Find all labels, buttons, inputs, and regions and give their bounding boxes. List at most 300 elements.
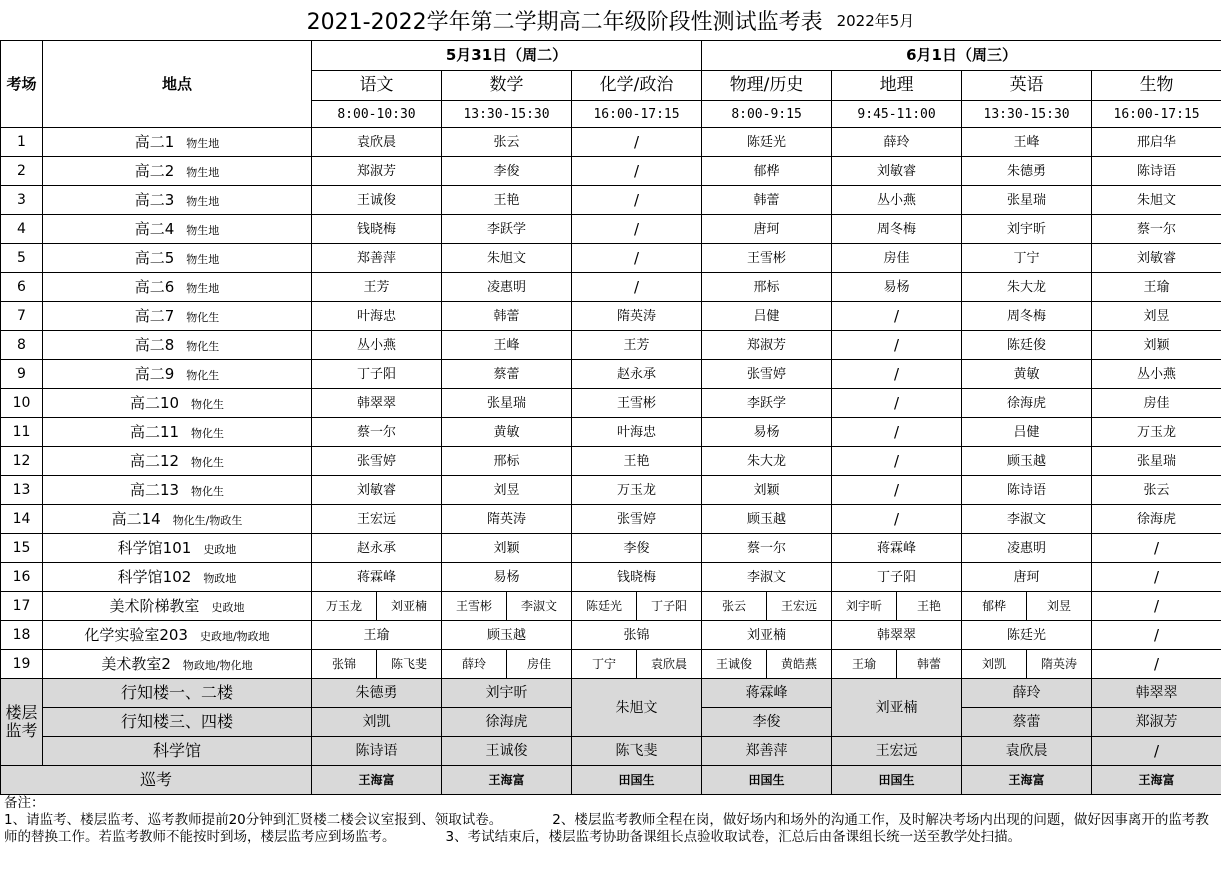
proctor-cell: 朱旭文: [442, 244, 572, 273]
note-3: 3、考试结束后，楼层监考协助备课组长点验收取试卷，汇总后由备课组长统一送至教学处扫描。: [445, 829, 1022, 845]
room-location-cell: [43, 389, 312, 418]
room-name: 高二6: [134, 277, 175, 296]
table-row: [1, 186, 1221, 215]
proctor-cell: 王芳: [312, 273, 442, 302]
patrol-cell: 王海富: [962, 766, 1092, 795]
floor-proctor-cell: 刘凯: [312, 708, 442, 737]
proctor-cell: 王雪彬: [572, 389, 702, 418]
proctor-cell: 李跃学: [702, 389, 832, 418]
table-row: [1, 737, 1221, 766]
proctor-cell: 邢标: [442, 447, 572, 476]
schedule-table: [0, 40, 1221, 795]
patrol-cell: 王海富: [312, 766, 442, 795]
room-name: 高二8: [134, 335, 175, 354]
proctor-cell: 郁桦: [702, 157, 832, 186]
room-subjects: 物化生: [191, 426, 225, 440]
table-row: [1, 563, 1221, 592]
room-subjects: 物化生: [186, 339, 220, 353]
proctor-cell: 薛玲: [442, 650, 507, 679]
notes-heading: 备注：: [4, 795, 45, 811]
proctor-cell: 蔡蕾: [442, 360, 572, 389]
room-location-cell: [43, 302, 312, 331]
room-number: 4: [1, 215, 43, 244]
room-name: 高二10: [129, 393, 180, 412]
time-header: 16:00-17:15: [572, 101, 702, 128]
proctor-cell: 李淑文: [507, 592, 572, 621]
proctor-cell: /: [832, 447, 962, 476]
proctor-cell: 李俊: [442, 157, 572, 186]
room-location-cell: [43, 563, 312, 592]
room-location-cell: [43, 592, 312, 621]
proctor-cell: /: [832, 302, 962, 331]
proctor-cell: 丁宁: [572, 650, 637, 679]
proctor-cell: 蔡一尔: [312, 418, 442, 447]
proctor-cell: 王瑜: [1092, 273, 1221, 302]
proctor-cell: /: [832, 360, 962, 389]
proctor-cell: 王芳: [572, 331, 702, 360]
proctor-cell: 王艳: [442, 186, 572, 215]
table-row: [1, 534, 1221, 563]
room-number: 5: [1, 244, 43, 273]
proctor-cell: 郑淑芳: [702, 331, 832, 360]
table-row: [1, 418, 1221, 447]
floor-proctor-cell: 韩翠翠: [1092, 679, 1221, 708]
proctor-cell: 隋英涛: [442, 505, 572, 534]
room-number: 9: [1, 360, 43, 389]
proctor-cell: 刘颖: [702, 476, 832, 505]
room-number: 18: [1, 621, 43, 650]
room-location-cell: [43, 476, 312, 505]
proctor-cell: 李淑文: [962, 505, 1092, 534]
proctor-cell: 徐海虎: [1092, 505, 1221, 534]
proctor-cell: 刘敏睿: [312, 476, 442, 505]
time-header: 13:30-15:30: [442, 101, 572, 128]
proctor-cell: /: [572, 273, 702, 302]
proctor-cell: 叶海忠: [312, 302, 442, 331]
room-location-cell: [43, 186, 312, 215]
proctor-cell: 陈廷光: [572, 592, 637, 621]
proctor-cell: /: [832, 476, 962, 505]
proctor-cell: 顾玉越: [702, 505, 832, 534]
room-location-cell: [43, 215, 312, 244]
room-location-cell: [43, 331, 312, 360]
proctor-cell: 张雪婷: [702, 360, 832, 389]
room-subjects: 物化生: [191, 455, 225, 469]
room-number: 12: [1, 447, 43, 476]
patrol-label: 巡考: [1, 766, 312, 795]
room-name: 高二1: [134, 132, 175, 151]
subject-header: 物理/历史: [702, 71, 832, 101]
proctor-cell: 易杨: [442, 563, 572, 592]
table-row: [1, 331, 1221, 360]
proctor-cell: 袁欣晨: [637, 650, 702, 679]
room-number: 17: [1, 592, 43, 621]
floor-proctor-cell: 陈诗语: [312, 737, 442, 766]
floor-proctor-cell: 徐海虎: [442, 708, 572, 737]
floor-location: 行知楼一、二楼: [43, 679, 312, 708]
proctor-cell: 房佳: [832, 244, 962, 273]
proctor-cell: 刘宇昕: [962, 215, 1092, 244]
proctor-cell: 陈廷俊: [962, 331, 1092, 360]
room-name: 科学馆101: [117, 538, 192, 557]
time-header: 8:00-9:15: [702, 101, 832, 128]
subject-header: 语文: [312, 71, 442, 101]
proctor-cell: 郁桦: [962, 592, 1027, 621]
proctor-cell: 隋英涛: [1027, 650, 1092, 679]
room-subjects: 物生地: [186, 136, 220, 150]
proctor-cell: 钱晓梅: [312, 215, 442, 244]
room-subjects: 物化生: [191, 397, 225, 411]
room-name: 美术阶梯教室: [109, 596, 200, 615]
proctor-cell: 陈诗语: [962, 476, 1092, 505]
proctor-cell: 吕健: [702, 302, 832, 331]
room-number: 13: [1, 476, 43, 505]
patrol-cell: 王海富: [1092, 766, 1221, 795]
floor-proctor-cell: 刘亚楠: [832, 679, 962, 737]
proctor-cell: 邢标: [702, 273, 832, 302]
subject-header: 英语: [962, 71, 1092, 101]
room-subjects: 物生地: [186, 194, 220, 208]
room-location-cell: [43, 447, 312, 476]
room-number: 10: [1, 389, 43, 418]
proctor-cell: 唐珂: [962, 563, 1092, 592]
proctor-cell: 唐珂: [702, 215, 832, 244]
page-title: [0, 0, 1221, 40]
day2-header: 6月1日（周三）: [702, 41, 1221, 71]
floor-location: 行知楼三、四楼: [43, 708, 312, 737]
proctor-cell: 韩翠翠: [832, 621, 962, 650]
floor-proctor-cell: 陈飞斐: [572, 737, 702, 766]
room-number: 2: [1, 157, 43, 186]
proctor-cell: 隋英涛: [572, 302, 702, 331]
proctor-cell: 赵永承: [572, 360, 702, 389]
proctor-cell: 李俊: [572, 534, 702, 563]
proctor-cell: 邢启华: [1092, 128, 1221, 157]
room-number: 1: [1, 128, 43, 157]
proctor-cell: 丁子阳: [832, 563, 962, 592]
proctor-cell: 韩蕾: [702, 186, 832, 215]
proctor-cell: 叶海忠: [572, 418, 702, 447]
time-header: 16:00-17:15: [1092, 101, 1221, 128]
proctor-cell: 丛小燕: [832, 186, 962, 215]
room-subjects: 物生地: [186, 252, 220, 266]
room-number: 3: [1, 186, 43, 215]
room-subjects: 物化生: [186, 310, 220, 324]
notes-body: [4, 812, 1218, 846]
note-1: 1、请监考、楼层监考、巡考教师提前20分钟到汇贤楼二楼会议室报到、领取试卷。: [4, 812, 503, 828]
proctor-cell: 李跃学: [442, 215, 572, 244]
proctor-cell: 刘昱: [1027, 592, 1092, 621]
proctor-cell: 刘昱: [442, 476, 572, 505]
proctor-cell: 刘亚楠: [377, 592, 442, 621]
proctor-cell: 韩蕾: [897, 650, 962, 679]
proctor-cell: 陈廷光: [702, 128, 832, 157]
table-row: [1, 621, 1221, 650]
floor-proctor-cell: 蒋霖峰: [702, 679, 832, 708]
proctor-cell: /: [572, 157, 702, 186]
table-row: [1, 447, 1221, 476]
table-row: [1, 360, 1221, 389]
proctor-cell: 张星瑞: [442, 389, 572, 418]
title-date: 2022年5月: [836, 11, 915, 30]
proctor-cell: 黄敏: [442, 418, 572, 447]
proctor-cell: 周冬梅: [962, 302, 1092, 331]
proctor-cell: 刘敏睿: [1092, 244, 1221, 273]
proctor-cell: 刘敏睿: [832, 157, 962, 186]
room-location-cell: [43, 273, 312, 302]
table-row: [1, 766, 1221, 795]
room-number: 19: [1, 650, 43, 679]
room-subjects: 物生地: [186, 165, 220, 179]
table-row: [1, 273, 1221, 302]
proctor-cell: 李淑文: [702, 563, 832, 592]
proctor-cell: 刘昱: [1092, 302, 1221, 331]
room-name: 高二3: [134, 190, 175, 209]
proctor-cell: 刘亚楠: [702, 621, 832, 650]
proctor-cell: 袁欣晨: [312, 128, 442, 157]
proctor-cell: 钱晓梅: [572, 563, 702, 592]
time-header: 9:45-11:00: [832, 101, 962, 128]
table-row: [1, 505, 1221, 534]
floor-proctor-cell: /: [1092, 737, 1221, 766]
col-location-header: 地点: [43, 41, 312, 128]
proctor-cell: 陈廷光: [962, 621, 1092, 650]
table-row: [1, 215, 1221, 244]
room-number: 11: [1, 418, 43, 447]
proctor-cell: /: [832, 505, 962, 534]
room-subjects: 物化生/物政生: [172, 513, 243, 527]
proctor-cell: 丛小燕: [1092, 360, 1221, 389]
proctor-cell: 王宏远: [767, 592, 832, 621]
floor-proctor-cell: 郑淑芳: [1092, 708, 1221, 737]
floor-proctor-label: 楼层监考: [1, 679, 43, 766]
proctor-cell: 周冬梅: [832, 215, 962, 244]
proctor-cell: 张雪婷: [572, 505, 702, 534]
floor-proctor-cell: 郑善萍: [702, 737, 832, 766]
proctor-cell: 黄皓燕: [767, 650, 832, 679]
patrol-cell: 王海富: [442, 766, 572, 795]
proctor-cell: 蔡一尔: [702, 534, 832, 563]
room-subjects: 物化生: [191, 484, 225, 498]
proctor-cell: 万玉龙: [312, 592, 377, 621]
proctor-cell: 张云: [702, 592, 767, 621]
subject-header: 生物: [1092, 71, 1221, 101]
room-location-cell: [43, 505, 312, 534]
proctor-cell: 丁子阳: [637, 592, 702, 621]
proctor-cell: 韩蕾: [442, 302, 572, 331]
proctor-cell: 王峰: [962, 128, 1092, 157]
note-2: 2、楼层监考教师全程在岗，做好场内和场外的沟通工作，及时解决考场内出现的问题，做好因事离开的监考教师的替换工作。若监考教师不能按时到场，楼层监考应到场监考。: [4, 812, 1209, 845]
proctor-cell: 王宏远: [312, 505, 442, 534]
room-subjects: 物化生: [186, 368, 220, 382]
room-number: 15: [1, 534, 43, 563]
proctor-cell: 郑淑芳: [312, 157, 442, 186]
proctor-cell: 王艳: [897, 592, 962, 621]
room-name: 美术教室2: [101, 654, 171, 673]
room-name: 化学实验室203: [84, 625, 188, 644]
proctor-cell: 黄敏: [962, 360, 1092, 389]
proctor-cell: /: [1092, 563, 1221, 592]
proctor-cell: /: [572, 128, 702, 157]
proctor-cell: 王艳: [572, 447, 702, 476]
time-header: 13:30-15:30: [962, 101, 1092, 128]
proctor-cell: 易杨: [702, 418, 832, 447]
proctor-cell: 朱德勇: [962, 157, 1092, 186]
proctor-cell: 郑善萍: [312, 244, 442, 273]
proctor-cell: 张锦: [572, 621, 702, 650]
room-location-cell: [43, 244, 312, 273]
floor-proctor-cell: 王诚俊: [442, 737, 572, 766]
proctor-cell: 丁子阳: [312, 360, 442, 389]
room-number: 6: [1, 273, 43, 302]
room-subjects: 史政地: [203, 542, 237, 556]
proctor-cell: 陈诗语: [1092, 157, 1221, 186]
proctor-cell: 王瑜: [832, 650, 897, 679]
room-name: 高二9: [134, 364, 175, 383]
proctor-cell: 王雪彬: [442, 592, 507, 621]
proctor-cell: 薛玲: [832, 128, 962, 157]
room-name: 科学馆102: [117, 567, 192, 586]
table-row: [1, 650, 1221, 679]
room-subjects: 物政地/物化地: [182, 658, 253, 672]
subject-header: 化学/政治: [572, 71, 702, 101]
proctor-cell: /: [1092, 621, 1221, 650]
table-row: [1, 592, 1221, 621]
proctor-cell: 万玉龙: [572, 476, 702, 505]
room-name: 高二4: [134, 219, 175, 238]
proctor-cell: 丛小燕: [312, 331, 442, 360]
day1-header: 5月31日（周二）: [312, 41, 702, 71]
room-subjects: 史政地/物政地: [199, 629, 270, 643]
proctor-cell: 韩翠翠: [312, 389, 442, 418]
proctor-cell: 刘颖: [442, 534, 572, 563]
room-location-cell: [43, 128, 312, 157]
proctor-cell: /: [832, 418, 962, 447]
proctor-cell: 蒋霖峰: [312, 563, 442, 592]
proctor-cell: 王峰: [442, 331, 572, 360]
room-name: 高二2: [134, 161, 175, 180]
room-location-cell: [43, 157, 312, 186]
table-row: [1, 128, 1221, 157]
proctor-cell: 陈飞斐: [377, 650, 442, 679]
proctor-cell: 张雪婷: [312, 447, 442, 476]
proctor-cell: /: [832, 389, 962, 418]
room-location-cell: [43, 534, 312, 563]
room-name: 高二11: [129, 422, 180, 441]
proctor-cell: 蒋霖峰: [832, 534, 962, 563]
proctor-cell: 吕健: [962, 418, 1092, 447]
proctor-cell: 顾玉越: [442, 621, 572, 650]
room-location-cell: [43, 418, 312, 447]
room-location-cell: [43, 650, 312, 679]
room-location-cell: [43, 621, 312, 650]
proctor-cell: /: [1092, 650, 1221, 679]
proctor-cell: 丁宁: [962, 244, 1092, 273]
room-name: 高二12: [129, 451, 180, 470]
proctor-cell: 顾玉越: [962, 447, 1092, 476]
proctor-cell: 房佳: [507, 650, 572, 679]
floor-proctor-cell: 朱德勇: [312, 679, 442, 708]
proctor-cell: 张星瑞: [1092, 447, 1221, 476]
proctor-cell: 刘颖: [1092, 331, 1221, 360]
room-number: 16: [1, 563, 43, 592]
proctor-cell: /: [572, 244, 702, 273]
patrol-cell: 田国生: [832, 766, 962, 795]
proctor-cell: 凌惠明: [962, 534, 1092, 563]
floor-proctor-cell: 朱旭文: [572, 679, 702, 737]
proctor-cell: 房佳: [1092, 389, 1221, 418]
room-subjects: 物生地: [186, 223, 220, 237]
proctor-cell: /: [1092, 534, 1221, 563]
room-number: 7: [1, 302, 43, 331]
proctor-cell: 张云: [1092, 476, 1221, 505]
proctor-cell: 朱旭文: [1092, 186, 1221, 215]
patrol-cell: 田国生: [572, 766, 702, 795]
proctor-cell: 王诚俊: [312, 186, 442, 215]
table-row: [1, 302, 1221, 331]
room-name: 高二5: [134, 248, 175, 267]
proctor-cell: 朱大龙: [962, 273, 1092, 302]
room-name: 高二7: [134, 306, 175, 325]
proctor-cell: 王诚俊: [702, 650, 767, 679]
room-location-cell: [43, 360, 312, 389]
proctor-cell: 王瑜: [312, 621, 442, 650]
room-subjects: 物政地: [203, 571, 237, 585]
room-number: 14: [1, 505, 43, 534]
patrol-cell: 田国生: [702, 766, 832, 795]
table-row: [1, 679, 1221, 708]
proctor-cell: 凌惠明: [442, 273, 572, 302]
table-row: [1, 244, 1221, 273]
proctor-cell: 徐海虎: [962, 389, 1092, 418]
proctor-cell: 赵永承: [312, 534, 442, 563]
room-name: 高二13: [129, 480, 180, 499]
floor-proctor-cell: 李俊: [702, 708, 832, 737]
proctor-cell: 易杨: [832, 273, 962, 302]
col-room-no-header: 考场: [1, 41, 43, 128]
proctor-cell: 朱大龙: [702, 447, 832, 476]
proctor-cell: 王雪彬: [702, 244, 832, 273]
floor-location: 科学馆: [43, 737, 312, 766]
proctor-cell: 张锦: [312, 650, 377, 679]
proctor-cell: /: [572, 186, 702, 215]
proctor-cell: 刘凯: [962, 650, 1027, 679]
room-subjects: 物生地: [186, 281, 220, 295]
proctor-cell: 刘宇昕: [832, 592, 897, 621]
floor-proctor-cell: 蔡蕾: [962, 708, 1092, 737]
room-name: 高二14: [111, 509, 161, 528]
proctor-cell: 张云: [442, 128, 572, 157]
subject-header: 数学: [442, 71, 572, 101]
time-header: 8:00-10:30: [312, 101, 442, 128]
room-subjects: 史政地: [211, 600, 245, 614]
table-row: [1, 157, 1221, 186]
proctor-cell: 张星瑞: [962, 186, 1092, 215]
subject-header: 地理: [832, 71, 962, 101]
floor-proctor-cell: 袁欣晨: [962, 737, 1092, 766]
floor-proctor-cell: 薛玲: [962, 679, 1092, 708]
notes: [4, 795, 1218, 846]
proctor-cell: /: [572, 215, 702, 244]
title-text: 2021-2022学年第二学期高二年级阶段性测试监考表: [306, 9, 823, 35]
proctor-cell: 万玉龙: [1092, 418, 1221, 447]
table-row: [1, 476, 1221, 505]
floor-proctor-cell: 刘宇昕: [442, 679, 572, 708]
proctor-cell: /: [1092, 592, 1221, 621]
proctor-cell: /: [832, 331, 962, 360]
room-number: 8: [1, 331, 43, 360]
proctor-cell: 蔡一尔: [1092, 215, 1221, 244]
